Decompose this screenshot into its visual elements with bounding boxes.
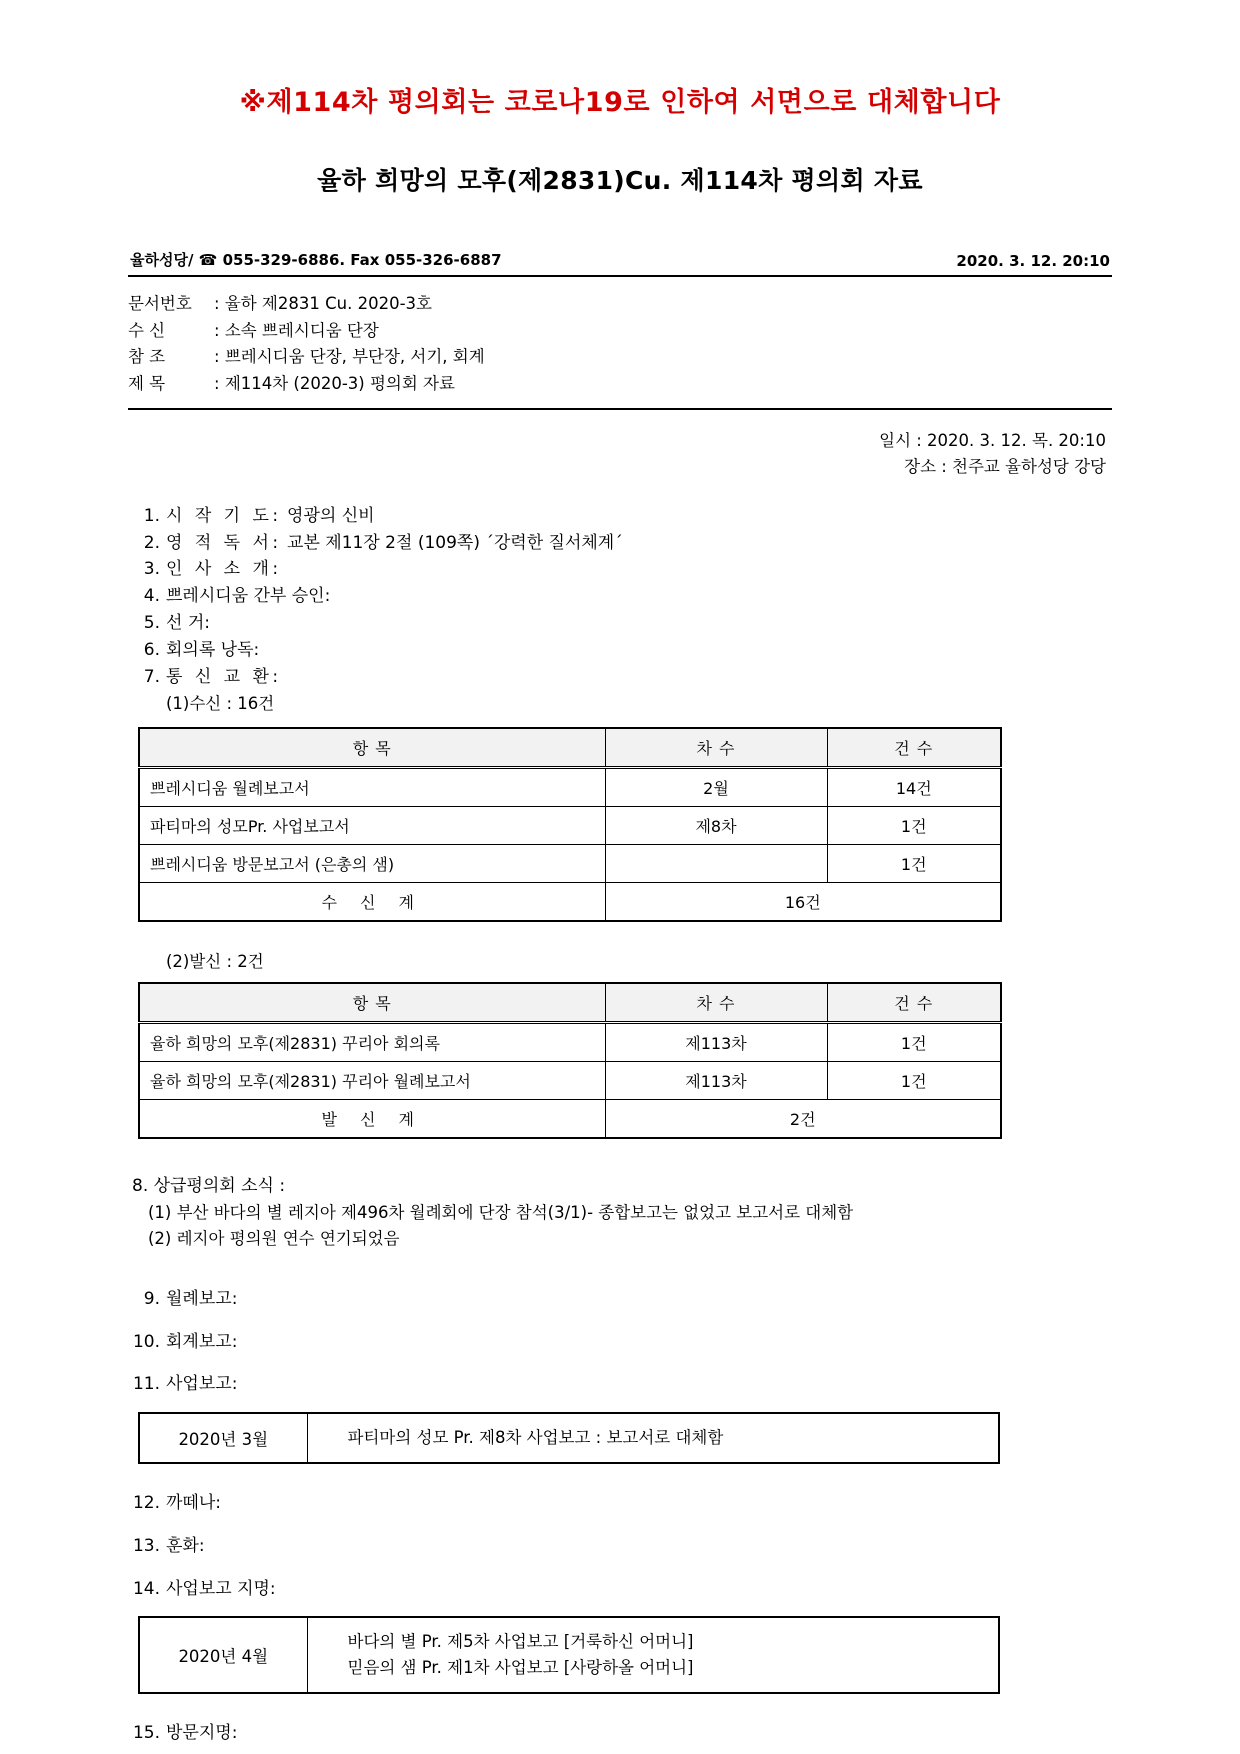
received-item-0: 쁘레시디움 월례보고서 (139, 767, 605, 806)
meta-value-subject: 제114차 (2020-3) 평의회 자료 (224, 374, 455, 394)
report-2-line-1: 바다의 별 Pr. 제5차 사업보고 [거룩하신 어머니] (347, 1632, 694, 1652)
agenda-item-9 (118, 1286, 1122, 1313)
news-line-2: (2) 레지아 평의원 연수 연기되었음 (148, 1228, 400, 1248)
report-1-period: 2020년 3월 (139, 1413, 307, 1463)
agenda-num-2: 2. (143, 532, 160, 553)
agenda-label-1: 시 작 기 도: (166, 505, 282, 526)
meta-sep: : (214, 374, 225, 394)
table-row (139, 844, 1001, 882)
agenda-value-2: 교본 제11장 2절 (109쪽) ´강력한 질서체계´ (287, 532, 623, 553)
agenda-item-5 (118, 610, 1122, 637)
meta-sep: : (214, 294, 225, 313)
agenda-label-4: 쁘레시디움 간부 승인: (166, 586, 331, 607)
agenda-label-14: 사업보고 지명: (166, 1578, 276, 1599)
contact-row (118, 249, 1122, 275)
covid-notice-banner: ※제114차 평의회는 코로나19로 인하여 서면으로 대체합니다 (239, 87, 1001, 118)
agenda-num-15: 15. (132, 1722, 160, 1743)
meta-row-recipient (128, 318, 1122, 345)
meta-row-cc (128, 344, 1122, 371)
agenda-item-1 (118, 503, 1122, 530)
received-item-2: 쁘레시디움 방문보고서 (은총의 샘) (139, 844, 605, 882)
report-1-content: 파티마의 성모 Pr. 제8차 사업보고 : 보고서로 대체함 (307, 1413, 999, 1463)
sent-header-count: 차 수 (605, 983, 827, 1023)
agenda-label-7: 통 신 교 환: (166, 666, 282, 687)
document-datetime: 2020. 3. 12. 20:10 (956, 252, 1110, 270)
agenda-value-1: 영광의 신비 (287, 505, 375, 526)
agenda-item-6 (118, 637, 1122, 664)
agenda-label-15: 방문지명: (166, 1722, 238, 1743)
agenda-num-12: 12. (132, 1492, 160, 1513)
sent-total-row (139, 1099, 1001, 1138)
received-table (138, 727, 1002, 922)
header-divider-bottom (128, 408, 1112, 410)
received-total-value: 16건 (605, 882, 1001, 921)
sent-count-1: 제113차 (605, 1061, 827, 1099)
report-2-content (307, 1617, 999, 1692)
received-count-1: 제8차 (605, 806, 827, 844)
received-count-2 (605, 844, 827, 882)
received-caption: (1)수신 : 16건 (166, 693, 275, 713)
agenda-label-2: 영 적 독 서: (166, 532, 282, 553)
agenda-num-10: 10. (132, 1331, 160, 1352)
agenda-item-11 (118, 1371, 1122, 1398)
table-row (139, 1022, 1001, 1061)
agenda-item-14 (118, 1576, 1122, 1603)
meta-sep: : (214, 320, 225, 340)
agenda-list-last (118, 1720, 1122, 1747)
sent-count-0: 제113차 (605, 1022, 827, 1061)
received-total-label: 수 신 계 (139, 882, 605, 921)
meta-label-cc: 참 조 (128, 347, 166, 367)
sent-cases-0: 1건 (827, 1022, 1001, 1061)
sent-total-label: 발 신 계 (139, 1099, 605, 1138)
header-divider-top (128, 275, 1112, 277)
agenda-num-13: 13. (132, 1535, 160, 1556)
agenda-list (118, 503, 1122, 717)
agenda-label-10: 회계보고: (166, 1331, 238, 1352)
meta-row-docnum (128, 291, 1122, 318)
document-meta (128, 291, 1122, 398)
meta-value-recipient: 소속 쁘레시디움 단장 (224, 320, 379, 340)
table-row (139, 1617, 999, 1692)
table-row (139, 767, 1001, 806)
agenda-label-9: 월례보고: (166, 1288, 238, 1309)
sent-item-0: 율하 희망의 모후(제2831) 꾸리아 회의록 (139, 1022, 605, 1061)
agenda-label-11: 사업보고: (166, 1374, 238, 1395)
document-title: 율하 희망의 모후(제2831)Cu. 제114차 평의회 자료 (317, 166, 923, 195)
news-line-1: (1) 부산 바다의 별 레지아 제496차 월례회에 단장 참석(3/1)- 종합보고는 없었고 보고서로 대체함 (148, 1202, 854, 1222)
sent-table (138, 982, 1002, 1139)
received-cases-0: 14건 (827, 767, 1001, 806)
meta-value-cc: 쁘레시디움 단장, 부단장, 서기, 회계 (224, 347, 485, 367)
received-total-row (139, 882, 1001, 921)
agenda-item-10 (118, 1329, 1122, 1356)
received-count-0: 2월 (605, 767, 827, 806)
meeting-location: 장소 : 천주교 율하성당 강당 (904, 457, 1106, 477)
agenda-item-15 (118, 1720, 1122, 1747)
agenda-item-7 (118, 664, 1122, 691)
meta-row-subject (128, 371, 1122, 398)
report-2-line-2: 믿음의 샘 Pr. 제1차 사업보고 [사랑하올 어머니] (347, 1658, 694, 1677)
agenda-list-mid (118, 1286, 1122, 1399)
agenda-num-3: 3. (143, 559, 160, 580)
agenda-num-7: 7. (143, 666, 160, 687)
agenda-label-5: 선 거: (166, 613, 210, 634)
agenda-num-1: 1. (143, 505, 160, 526)
received-item-1: 파티마의 성모Pr. 사업보고서 (139, 806, 605, 844)
agenda-item-13 (118, 1533, 1122, 1560)
agenda-item-3 (118, 556, 1122, 583)
report-2-period: 2020년 4월 (139, 1617, 307, 1692)
sent-header-cases: 건 수 (827, 983, 1001, 1023)
agenda-label-6: 회의록 낭독: (166, 639, 260, 660)
sent-total-value: 2건 (605, 1099, 1001, 1138)
agenda-num-6: 6. (143, 639, 160, 660)
received-header-cases: 건 수 (827, 728, 1001, 768)
sent-header-item: 항 목 (139, 983, 605, 1023)
business-report-box-1 (138, 1412, 1000, 1464)
agenda-num-5: 5. (143, 613, 160, 634)
agenda-list-mid2 (118, 1490, 1122, 1603)
table-row (139, 1061, 1001, 1099)
agenda-label-13: 훈화: (166, 1535, 205, 1556)
parish-contact: 율하성당/ ☎ 055-329-6886. Fax 055-326-6887 (130, 251, 502, 269)
meeting-when-where (118, 428, 1122, 481)
meta-sep: : (214, 347, 225, 367)
agenda-label-3: 인 사 소 개: (166, 559, 282, 580)
meta-label-recipient: 수 신 (128, 320, 166, 340)
agenda-item-12 (118, 1490, 1122, 1517)
received-header-item: 항 목 (139, 728, 605, 768)
received-cases-1: 1건 (827, 806, 1001, 844)
meta-label-subject: 제 목 (128, 374, 166, 394)
agenda-num-9: 9. (143, 1288, 160, 1309)
table-row (139, 806, 1001, 844)
news-title: 8. 상급평의회 소식 : (132, 1175, 286, 1196)
sent-cases-1: 1건 (827, 1061, 1001, 1099)
meta-value-docnum: 율하 제2831 Cu. 2020-3호 (224, 294, 432, 313)
received-header-row (139, 728, 1001, 768)
sent-caption: (2)발신 : 2건 (166, 951, 264, 971)
agenda-num-14: 14. (132, 1578, 160, 1599)
table-row (139, 1413, 999, 1463)
business-report-box-2 (138, 1616, 1000, 1693)
upper-council-news (118, 1173, 1122, 1252)
received-header-count: 차 수 (605, 728, 827, 768)
meta-label-docnum: 문서번호 (128, 294, 192, 313)
agenda-num-4: 4. (143, 586, 160, 607)
meeting-datetime: 일시 : 2020. 3. 12. 목. 20:10 (879, 430, 1106, 450)
received-cases-2: 1건 (827, 844, 1001, 882)
agenda-num-11: 11. (132, 1374, 160, 1395)
agenda-label-12: 까떼나: (166, 1492, 221, 1513)
agenda-item-2 (118, 530, 1122, 557)
agenda-item-4 (118, 583, 1122, 610)
sent-item-1: 율하 희망의 모후(제2831) 꾸리아 월례보고서 (139, 1061, 605, 1099)
sent-header-row (139, 983, 1001, 1023)
